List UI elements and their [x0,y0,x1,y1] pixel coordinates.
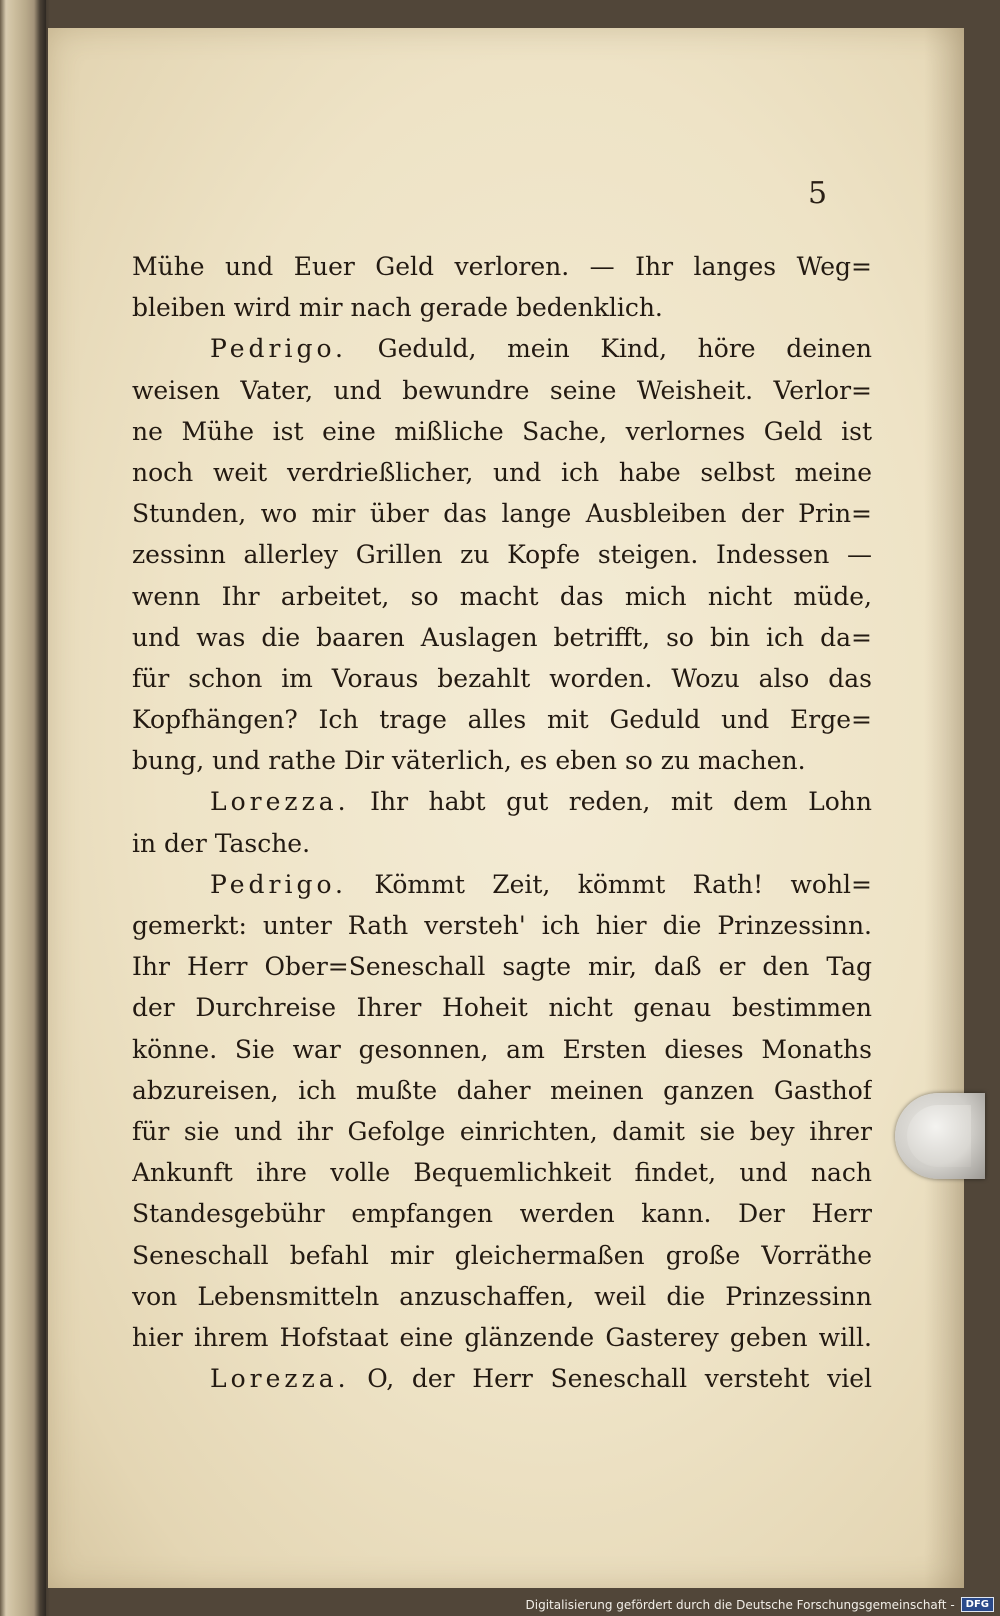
line-text: in der Tasche. [132,828,311,858]
text-line [132,987,872,1028]
scan-clamp-tab [895,1093,985,1179]
text-line [132,1276,872,1317]
line-text: für sie und ihr Gefolge einrichten, damit sie bey ihrer [132,1116,872,1146]
text-line [132,370,872,411]
speaker-name: Pedrigo. [210,334,348,364]
line-text: bleiben wird mir nach gerade bedenklich. [132,293,663,323]
text-line [132,576,872,617]
text-line [132,1111,872,1152]
line-text: könne. Sie war gesonnen, am Ersten dieses Monaths [132,1034,872,1064]
line-text: bung, und rathe Dir väterlich, es eben so zu machen. [132,746,806,776]
line-text: Stunden, wo mir über das lange Ausbleiben der Prin= [132,499,872,529]
text-line [132,1029,872,1070]
text-line [132,864,872,905]
line-text: hier ihrem Hofstaat eine glänzende Gasterey geben will. [132,1322,872,1352]
text-line [132,1317,872,1358]
line-text: Seneschall befahl mir gleichermaßen große Vorräthe [132,1240,872,1270]
text-line [132,411,872,452]
line-text: wenn Ihr arbeitet, so macht das mich nicht müde, [132,581,872,611]
line-text: Ihr habt gut reden, mit dem Lohn [370,787,872,817]
page-shadow [924,28,964,1588]
line-text: weisen Vater, und bewundre seine Weisheit. Verlor= [132,375,872,405]
text-line [132,740,872,781]
text-line [132,617,872,658]
credit-text: Digitalisierung gefördert durch die Deutsche Forschungsgemeinschaft - [525,1597,955,1612]
line-text: Ankunft ihre volle Bequemlichkeit findet, und nach [132,1158,872,1188]
text-line [132,781,872,822]
book-spine-edge [0,0,46,1616]
text-line [132,452,872,493]
line-text: O, der Herr Seneschall versteht viel [367,1364,872,1394]
text-line [132,658,872,699]
line-text: Kömmt Zeit, kömmt Rath! wohl= [374,869,872,899]
line-text: der Durchreise Ihrer Hoheit nicht genau bestimmen [132,993,872,1023]
text-line [132,1070,872,1111]
text-line [132,493,872,534]
speaker-name: Pedrigo. [210,869,348,899]
line-text: gemerkt: unter Rath versteh' ich hier die Prinzessinn. [132,911,872,940]
line-text: zessinn allerley Grillen zu Kopfe steigen. Indessen — [132,540,872,570]
text-line [132,1193,872,1234]
page-number: 5 [808,176,828,211]
text-line [132,1235,872,1276]
text-line [132,1358,872,1399]
text-line [132,287,872,328]
line-text: von Lebensmitteln anzuschaffen, weil die Prinzessinn [132,1281,872,1311]
speaker-name: Lorezza. [210,787,350,817]
line-text: und was die baaren Auslagen betrifft, so bin ich da= [132,622,872,652]
text-line [132,946,872,987]
line-text: Geduld, mein Kind, höre deinen [377,334,872,364]
dfg-logo: DFG [961,1597,994,1612]
page-sheet [48,28,964,1588]
text-line [132,823,872,864]
line-text: noch weit verdrießlicher, und ich habe selbst meine [132,457,872,487]
line-text: Mühe und Euer Geld verloren. — Ihr langes Weg= [132,252,872,281]
text-line [132,328,872,369]
line-text: ne Mühe ist eine mißliche Sache, verlornes Geld ist [132,416,872,446]
line-text: für schon im Voraus bezahlt worden. Wozu also das [132,663,872,693]
text-line [132,246,872,287]
text-line [132,699,872,740]
line-text: Standesgebühr empfangen werden kann. Der Herr [132,1199,872,1229]
line-text: Ihr Herr Ober=Seneschall sagte mir, daß er den Tag [132,952,872,982]
text-line [132,1152,872,1193]
line-text: abzureisen, ich mußte daher meinen ganzen Gasthof [132,1075,872,1105]
text-line [132,905,872,946]
body-text [132,246,872,1399]
digitization-credit [526,1597,995,1612]
text-line [132,534,872,575]
line-text: Kopfhängen? Ich trage alles mit Geduld und Erge= [132,705,872,735]
speaker-name: Lorezza. [210,1364,350,1394]
